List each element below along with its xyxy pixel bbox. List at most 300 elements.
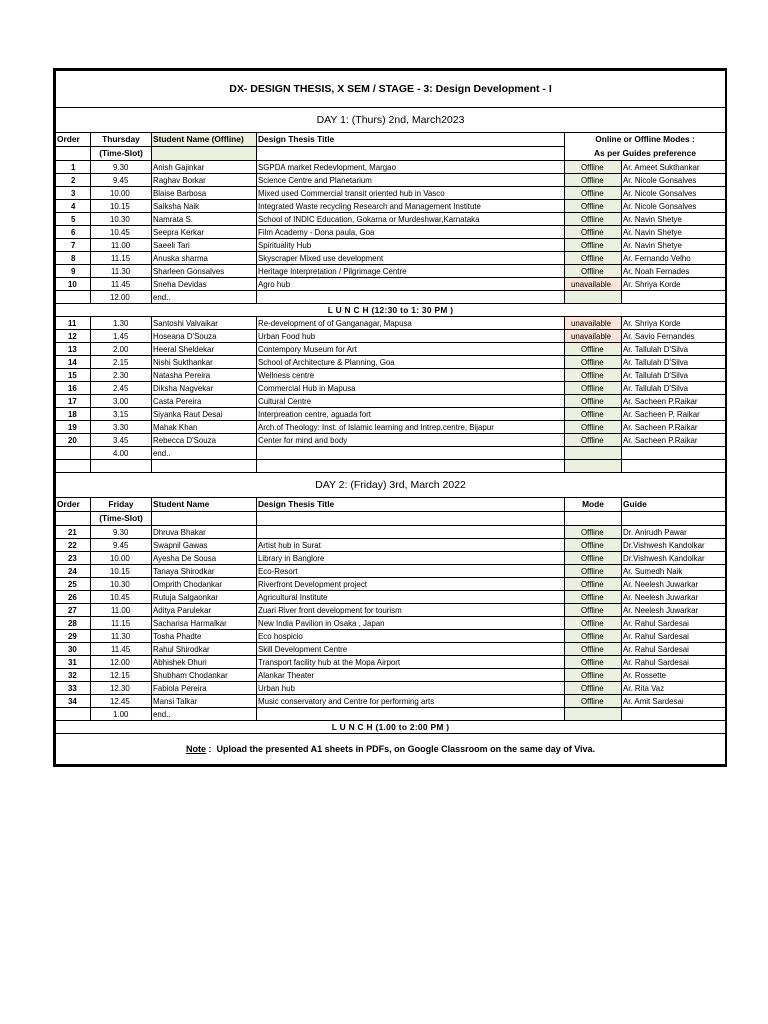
thesis-title-cell: [257, 369, 565, 382]
guide-cell-text: Dr. Anirudh Pawar: [623, 527, 687, 537]
thesis-title-cell-text: Music conservatory and Centre for performing arts: [258, 696, 435, 706]
student-name-cell: [152, 174, 257, 187]
mode-cell: [565, 252, 622, 265]
guide-cell-text: Ar. Tallulah D'Silva: [623, 370, 689, 380]
mode-cell: [565, 447, 622, 460]
order-cell-text: 4: [70, 201, 76, 211]
student-name-cell: [152, 226, 257, 239]
mode-cell-text: Offline: [580, 631, 604, 641]
student-name-cell-text: Namrata S.: [153, 214, 193, 224]
guide-cell-text: Ar. Rahul Sardesai: [623, 657, 689, 667]
header-cell-empty: [565, 512, 622, 526]
thesis-title-cell-text: Transport facility hub at the Mopa Airport: [258, 657, 401, 667]
guide-cell-text: Ar. Navin Shetye: [623, 240, 682, 250]
student-name-cell-text: Rahul Shirodkar: [153, 644, 210, 654]
guide-cell: [622, 460, 726, 473]
student-name-cell-text: Casta Pereira: [153, 396, 202, 406]
time-cell-text: 9.45: [112, 175, 129, 185]
guide-cell: [622, 382, 726, 395]
mode-cell-text: Offline: [580, 370, 604, 380]
mode-cell-text: Offline: [580, 383, 604, 393]
time-cell-text: 12.45: [110, 696, 131, 706]
mode-cell-text: Offline: [580, 527, 604, 537]
order-cell-text: 30: [68, 644, 78, 654]
order-cell-text: 8: [70, 253, 76, 263]
day1-heading: DAY 1: (Thurs) 2nd, March2023: [56, 108, 726, 133]
student-name-cell: [152, 382, 257, 395]
order-cell-text: 31: [68, 657, 78, 667]
order-cell: [56, 239, 91, 252]
thesis-title-cell: [257, 395, 565, 408]
mode-cell-text: Offline: [580, 540, 604, 550]
student-name-cell-text: end..: [153, 709, 171, 719]
time-cell-text: 10.00: [110, 553, 131, 563]
mode-cell-text: Offline: [580, 240, 604, 250]
guide-cell: [622, 447, 726, 460]
time-cell: [91, 617, 152, 630]
guide-cell: [622, 617, 726, 630]
mode-cell-text: Offline: [580, 227, 604, 237]
guide-cell: [622, 695, 726, 708]
mode-cell-text: Offline: [580, 253, 604, 263]
order-cell: [56, 382, 91, 395]
guide-cell: [622, 187, 726, 200]
header-mode: Mode: [565, 498, 622, 512]
day2-heading-row: [56, 473, 726, 498]
guide-cell-text: Dr.Vishwesh Kandolkar: [623, 540, 705, 550]
time-cell: [91, 356, 152, 369]
student-name-cell-text: Omprith Chodankar: [153, 579, 222, 589]
student-name-cell: [152, 369, 257, 382]
header-day: Thursday: [91, 133, 152, 147]
thesis-title-cell-text: Alankar Theater: [258, 670, 315, 680]
time-cell-text: 2.00: [112, 344, 129, 354]
table-row: [56, 656, 726, 669]
time-cell: [91, 408, 152, 421]
guide-cell-text: Ar. Tallulah D'Silva: [623, 344, 689, 354]
mode-cell: [565, 278, 622, 291]
student-name-cell-text: Tanaya Shirodkar: [153, 566, 215, 576]
mode-cell: [565, 408, 622, 421]
student-name-cell-text: Sacharisa Harmalkar: [153, 618, 227, 628]
time-cell-text: 10.30: [110, 579, 131, 589]
student-name-cell-text: Diksha Nagvekar: [153, 383, 214, 393]
time-cell: [91, 278, 152, 291]
time-cell-text: 3.30: [112, 422, 129, 432]
order-cell-text: 22: [68, 540, 78, 550]
guide-cell: [622, 395, 726, 408]
table-row: [56, 617, 726, 630]
time-cell: [91, 291, 152, 304]
mode-cell: [565, 213, 622, 226]
time-cell: [91, 265, 152, 278]
header-cell-empty: [56, 512, 91, 526]
time-cell-text: 2.15: [112, 357, 129, 367]
note-cell: [56, 734, 726, 765]
mode-cell: [565, 239, 622, 252]
header-day: Friday: [91, 498, 152, 512]
time-cell: [91, 708, 152, 721]
guide-cell-text: Ar. Nicole Gonsalves: [623, 175, 697, 185]
time-cell: [91, 669, 152, 682]
order-cell: [56, 539, 91, 552]
order-cell: [56, 200, 91, 213]
table-row: [56, 682, 726, 695]
order-cell: [56, 252, 91, 265]
thesis-title-cell: [257, 421, 565, 434]
mode-cell-text: unavailable: [571, 331, 612, 341]
guide-cell-text: Ar. Navin Shetye: [623, 227, 682, 237]
student-name-cell: [152, 682, 257, 695]
student-name-cell-text: Saeeli Tari: [153, 240, 190, 250]
mode-cell-text: Offline: [580, 214, 604, 224]
table-row: [56, 239, 726, 252]
order-cell: [56, 421, 91, 434]
order-cell-text: 11: [68, 318, 77, 328]
student-name-cell: [152, 161, 257, 174]
thesis-title-cell: [257, 708, 565, 721]
header-mode-line2: As per Guides preference: [565, 147, 726, 161]
table-row: [56, 526, 726, 539]
student-name-cell: [152, 434, 257, 447]
thesis-title-cell: [257, 356, 565, 369]
table-row: [56, 578, 726, 591]
student-name-cell-text: Abhishek Dhuri: [153, 657, 207, 667]
thesis-title-cell: [257, 174, 565, 187]
thesis-title-cell-text: Cultural Centre: [258, 396, 312, 406]
order-cell-text: 28: [68, 618, 78, 628]
thesis-title-cell: [257, 317, 565, 330]
time-cell-text: 3.15: [112, 409, 129, 419]
mode-cell: [565, 226, 622, 239]
thesis-title-cell: [257, 434, 565, 447]
order-cell: [56, 578, 91, 591]
order-cell-text: 33: [68, 683, 78, 693]
time-cell-text: 3.00: [112, 396, 129, 406]
time-cell: [91, 161, 152, 174]
mode-cell-text: Offline: [580, 201, 604, 211]
guide-cell: [622, 213, 726, 226]
table-row: [56, 174, 726, 187]
guide-cell: [622, 643, 726, 656]
time-cell: [91, 604, 152, 617]
table-row: [56, 317, 726, 330]
mode-cell: [565, 421, 622, 434]
table-row: [56, 695, 726, 708]
guide-cell-text: Ar. Nicole Gonsalves: [623, 201, 697, 211]
time-cell-text: 12.00: [110, 657, 131, 667]
order-cell: [56, 213, 91, 226]
guide-cell: [622, 656, 726, 669]
mode-cell: [565, 187, 622, 200]
guide-cell-text: Ar. Sacheen P. Raikar: [623, 409, 700, 419]
time-cell: [91, 447, 152, 460]
header-cell-empty: [152, 512, 257, 526]
guide-cell-text: Ar. Tallulah D'Silva: [623, 357, 689, 367]
guide-cell-text: Ar. Rahul Sardesai: [623, 618, 689, 628]
guide-cell-text: Ar. Fernando Velho: [623, 253, 691, 263]
time-cell: [91, 682, 152, 695]
mode-cell-text: Offline: [580, 396, 604, 406]
student-name-cell: [152, 565, 257, 578]
order-cell-text: 25: [68, 579, 78, 589]
student-name-cell: [152, 421, 257, 434]
order-cell: [56, 526, 91, 539]
student-name-cell: [152, 578, 257, 591]
thesis-title-cell: [257, 343, 565, 356]
time-cell-text: 3.45: [112, 435, 129, 445]
header-title: Design Thesis Title: [257, 133, 565, 147]
time-cell-text: 10.15: [110, 566, 131, 576]
student-name-cell-text: Heeral Sheldekar: [153, 344, 215, 354]
student-name-cell-text: Sharleen Gonsalves: [153, 266, 225, 276]
guide-cell: [622, 200, 726, 213]
student-name-cell: [152, 265, 257, 278]
student-name-cell-text: Nishi Sukthankar: [153, 357, 213, 367]
header-timeslot: (Time-Slot): [91, 147, 152, 161]
mode-cell: [565, 526, 622, 539]
title-row: [56, 71, 726, 108]
time-cell: [91, 226, 152, 239]
thesis-title-cell-text: School of INDIC Education, Gokarna or Murdeshwar,Karnataka: [258, 214, 480, 224]
time-cell: [91, 552, 152, 565]
mode-cell-text: Offline: [580, 422, 604, 432]
time-cell-text: 10.15: [110, 201, 131, 211]
time-cell-text: 10.00: [110, 188, 131, 198]
header-cell-empty: [56, 147, 91, 161]
thesis-title-cell: [257, 226, 565, 239]
table-row: [56, 356, 726, 369]
thesis-title-cell-text: Agro hub: [258, 279, 291, 289]
header-guide: Guide: [622, 498, 726, 512]
order-cell: [56, 161, 91, 174]
guide-cell-text: Ar. Rossette: [623, 670, 667, 680]
time-cell-text: 11.15: [110, 253, 130, 263]
guide-cell: [622, 591, 726, 604]
lunch-row-day2: [56, 721, 726, 734]
time-cell: [91, 643, 152, 656]
order-cell: [56, 669, 91, 682]
table-row: [56, 552, 726, 565]
time-cell-text: 11.00: [110, 240, 130, 250]
note-text: : Upload the presented A1 sheets in PDFs, on Google Classroom on the same day of Viva.: [205, 744, 596, 754]
student-name-cell: [152, 630, 257, 643]
guide-cell: [622, 682, 726, 695]
table-row: [56, 343, 726, 356]
mode-cell-text: Offline: [580, 553, 604, 563]
thesis-title-cell-text: Spirituality Hub: [258, 240, 312, 250]
student-name-cell-text: Raghav Borkar: [153, 175, 206, 185]
thesis-title-cell-text: Heritage Interpretation / Pilgrimage Centre: [258, 266, 407, 276]
time-cell: [91, 369, 152, 382]
mode-cell-text: Offline: [580, 566, 604, 576]
table-row: [56, 395, 726, 408]
student-name-cell: [152, 408, 257, 421]
time-cell: [91, 539, 152, 552]
thesis-title-cell: [257, 591, 565, 604]
guide-cell: [622, 552, 726, 565]
thesis-title-cell-text: New India Pavilion in Osaka , Japan: [258, 618, 385, 628]
student-name-cell: [152, 656, 257, 669]
table-row: [56, 382, 726, 395]
order-cell: [56, 591, 91, 604]
schedule-sheet: [53, 68, 727, 767]
student-name-cell-text: Shubham Chodankar: [153, 670, 228, 680]
guide-cell-text: Ar. Amit Sardesai: [623, 696, 684, 706]
thesis-title-cell-text: School of Architecture & Planning, Goa: [258, 357, 395, 367]
guide-cell: [622, 434, 726, 447]
thesis-title-cell: [257, 330, 565, 343]
thesis-title-cell: [257, 578, 565, 591]
thesis-title-cell-text: Integrated Waste recycling Research and Management Institute: [258, 201, 481, 211]
mode-cell: [565, 265, 622, 278]
header-order: Order: [56, 498, 91, 512]
student-name-cell-text: Siyanka Raut Desai: [153, 409, 223, 419]
time-cell: [91, 395, 152, 408]
mode-cell: [565, 395, 622, 408]
thesis-title-cell: [257, 447, 565, 460]
student-name-cell: [152, 213, 257, 226]
time-cell: [91, 213, 152, 226]
student-name-cell-text: Saiksha Naik: [153, 201, 200, 211]
time-cell-text: 2.30: [112, 370, 129, 380]
thesis-title-cell: [257, 200, 565, 213]
student-name-cell-text: Mahak Khan: [153, 422, 198, 432]
student-name-cell-text: Natasha Pereira: [153, 370, 211, 380]
thesis-title-cell: [257, 604, 565, 617]
order-cell: [56, 460, 91, 473]
thesis-title-cell-text: Eco-Resort: [258, 566, 298, 576]
student-name-cell: [152, 604, 257, 617]
guide-cell: [622, 565, 726, 578]
student-name-cell: [152, 252, 257, 265]
order-cell-text: 19: [68, 422, 78, 432]
student-name-cell-text: Santoshi Valvaikar: [153, 318, 218, 328]
guide-cell: [622, 174, 726, 187]
guide-cell-text: Ar. Savio Fernandes: [623, 331, 695, 341]
guide-cell: [622, 239, 726, 252]
order-cell-text: 15: [68, 370, 78, 380]
table-row: [56, 369, 726, 382]
mode-cell-text: Offline: [580, 683, 604, 693]
mode-cell: [565, 552, 622, 565]
order-cell-text: 21: [68, 527, 78, 537]
order-cell: [56, 656, 91, 669]
student-name-cell: [152, 187, 257, 200]
table-row: [56, 330, 726, 343]
order-cell-text: 9: [70, 266, 76, 276]
order-cell-text: 23: [68, 553, 78, 563]
order-cell: [56, 552, 91, 565]
time-cell: [91, 656, 152, 669]
student-name-cell-text: Rutuja Salgaonkar: [153, 592, 219, 602]
order-cell-text: 18: [68, 409, 78, 419]
guide-cell-text: Ar. Shriya Korde: [623, 279, 681, 289]
table-row: [56, 604, 726, 617]
student-name-cell-text: end..: [153, 448, 171, 458]
mode-cell: [565, 695, 622, 708]
order-cell-text: 20: [68, 435, 78, 445]
thesis-title-cell-text: Contempory Museum for Art: [258, 344, 357, 354]
order-cell-text: 24: [68, 566, 78, 576]
mode-cell: [565, 617, 622, 630]
student-name-cell: [152, 291, 257, 304]
table-row: [56, 265, 726, 278]
thesis-title-cell-text: Science Centre and Planetarium: [258, 175, 372, 185]
mode-cell: [565, 460, 622, 473]
mode-cell-text: Offline: [580, 344, 604, 354]
order-cell: [56, 617, 91, 630]
mode-cell: [565, 161, 622, 174]
order-cell-text: 7: [70, 240, 76, 250]
order-cell: [56, 434, 91, 447]
mode-cell-text: Offline: [580, 435, 604, 445]
thesis-title-cell: [257, 161, 565, 174]
guide-cell-text: Ar. Sacheen P.Raikar: [623, 435, 698, 445]
time-cell-text: 12.30: [110, 683, 131, 693]
time-cell-text: 4.00: [112, 448, 129, 458]
guide-cell-text: Ar. Rita Vaz: [623, 683, 665, 693]
order-cell: [56, 343, 91, 356]
mode-cell-text: Offline: [580, 657, 604, 667]
guide-cell-text: Ar. Rahul Sardesai: [623, 644, 689, 654]
student-name-cell-text: Sneha Devidas: [153, 279, 207, 289]
order-cell-text: 16: [68, 383, 78, 393]
student-name-cell: [152, 239, 257, 252]
student-name-cell: [152, 356, 257, 369]
student-name-cell: [152, 395, 257, 408]
table-row: [56, 565, 726, 578]
thesis-title-cell: [257, 656, 565, 669]
time-cell-text: 9.30: [112, 527, 129, 537]
student-name-cell-text: Rebecca D'Souza: [153, 435, 217, 445]
student-name-cell-text: Blaise Barbosa: [153, 188, 207, 198]
thesis-title-cell-text: Skyscraper Mixed use development: [258, 253, 384, 263]
mode-cell-text: Offline: [580, 618, 604, 628]
time-cell-text: 12.15: [110, 670, 131, 680]
time-cell: [91, 526, 152, 539]
mode-cell: [565, 356, 622, 369]
mode-cell-text: Offline: [580, 696, 604, 706]
mode-cell: [565, 434, 622, 447]
thesis-title-cell: [257, 213, 565, 226]
order-cell-text: 34: [68, 696, 78, 706]
thesis-title-cell-text: Center for mind and body: [258, 435, 348, 445]
time-cell-text: 10.30: [110, 214, 131, 224]
table-row: [56, 434, 726, 447]
guide-cell-text: Ar. Noah Fernades: [623, 266, 690, 276]
mode-cell: [565, 330, 622, 343]
mode-cell: [565, 630, 622, 643]
guide-cell-text: Ar. Sacheen P.Raikar: [623, 422, 698, 432]
order-cell: [56, 695, 91, 708]
lunch-label: L U N C H (1.00 to 2:00 PM ): [56, 721, 726, 734]
student-name-cell-text: Hoseana D'Souza: [153, 331, 217, 341]
day1-header-row-2: [56, 147, 726, 161]
mode-cell: [565, 343, 622, 356]
order-cell-text: 3: [70, 188, 76, 198]
student-name-cell: [152, 460, 257, 473]
thesis-title-cell: [257, 460, 565, 473]
guide-cell: [622, 278, 726, 291]
order-cell-text: 17: [68, 396, 78, 406]
guide-cell: [622, 252, 726, 265]
order-cell: [56, 356, 91, 369]
table-row: [56, 539, 726, 552]
time-cell-text: 1.45: [112, 331, 129, 341]
student-name-cell-text: Ayesha De Sousa: [153, 553, 217, 563]
order-cell-text: 26: [68, 592, 78, 602]
